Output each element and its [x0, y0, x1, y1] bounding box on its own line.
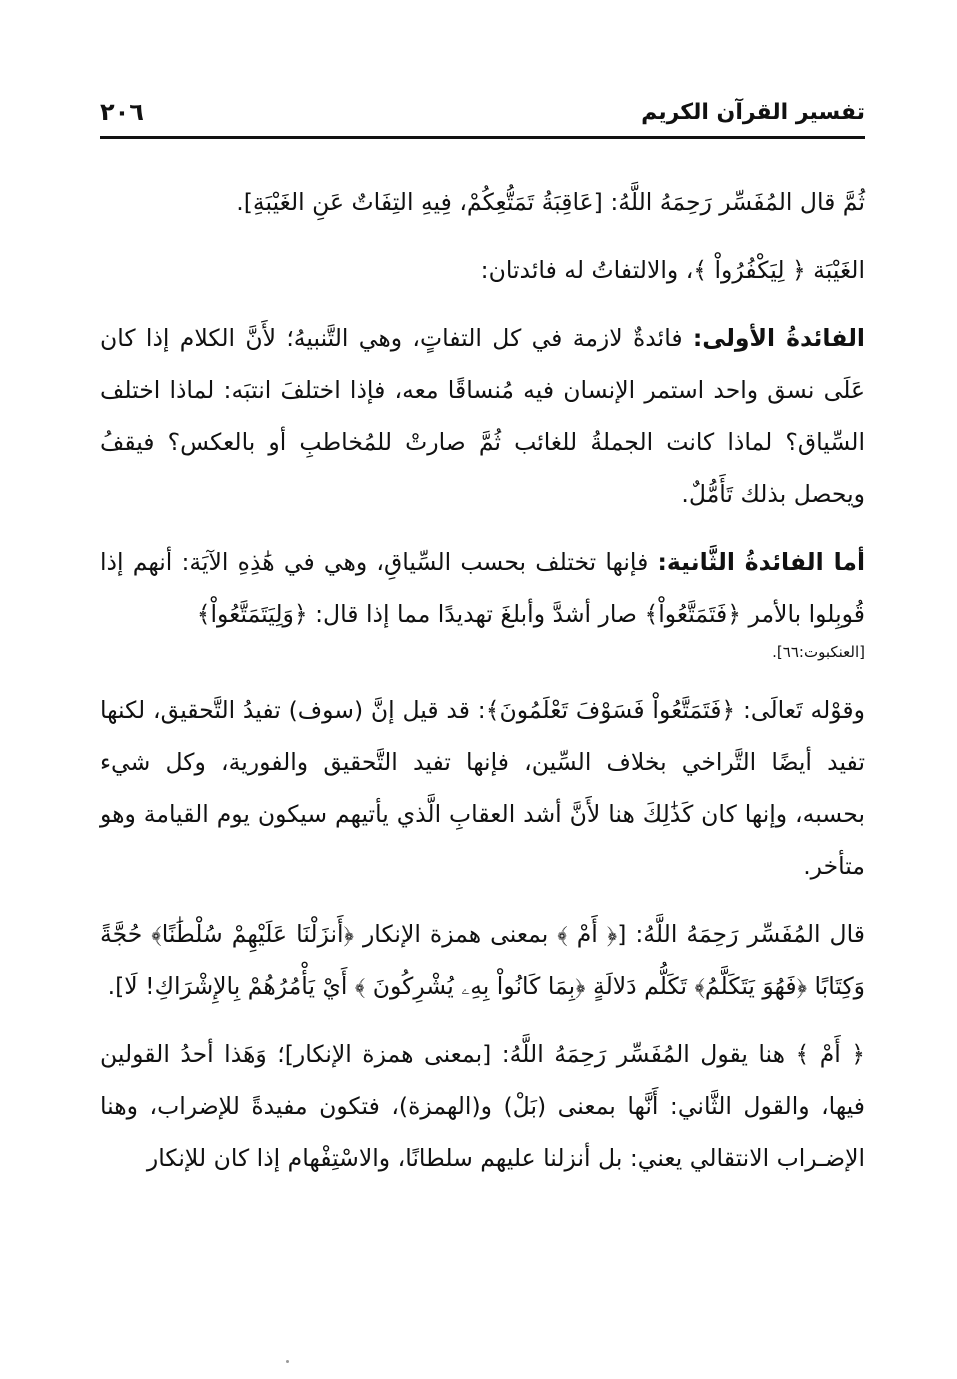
page-header — [100, 96, 865, 139]
paragraph-3-lead: الفائدةُ الأولى: — [692, 324, 865, 352]
page-body — [100, 176, 865, 1200]
paragraph-4-lead: أما الفائدةُ الثَّانية: — [657, 548, 866, 576]
paragraph-5: وقوْله تَعالَى: ﴿فَتَمَتَّعُواْ فَسَوْفَ تَعْلَمُونَ﴾: قد قيل إنَّ (سوف) تفيدُ التَّحقيق، لكنها تفيد أيضًا التَّراخي بخلاف السِّين، فإنها تفيد التَّحقيق والفورية، وكل شيء بحسبه، وإنها كان كَذَٰلِكَ هنا لأَنَّ أشد العقابِ الَّذي يأتيهم سيكون يوم القيامة وهو متأخر. — [100, 696, 865, 880]
paragraph-3 — [100, 312, 865, 520]
paragraph-4-text: فإنها تختلف بحسب السِّياقِ، وهي في هَٰذِهِ الآيَة: أنهم إذا قُوبِلوا بالأمر ﴿فَتَمَتَّعُواْ﴾ صار أشدَّ وأبلغَ تهديدًا مما إذا قال: ﴿وَلِيَتَمَتَّعُواْ﴾ — [100, 548, 865, 628]
paragraph-4 — [100, 536, 865, 640]
book-title: تفسير القرآن الكريم — [641, 100, 865, 125]
paragraph-6: قال المُفَسِّر رَحِمَهُ اللَّهُ: [﴿ أَمْ ﴾ بمعنى همزة الإنكار ﴿أَنزَلْنَا عَلَيْهِمْ سُلْطَٰنًا﴾ حُجَّةً وَكِتَابًا ﴿فَهُوَ يَتَكَلَّمُ﴾ تَكَلُّم دَلالَةٍ ﴿بِمَا كَانُواْ بِهِۦ يُشْرِكُونَ ﴾ أَيْ يَأْمُرُهُمْ بِالإِشْرَاكِ! لَا]. — [100, 920, 865, 1000]
page-speck — [286, 1360, 289, 1363]
page-number: ٢٠٦ — [100, 98, 144, 126]
paragraph-3-text: فائدةٌ لازمة في كل التفاتٍ، وهي التَّنبيهُ؛ لأَنَّ الكلام إذا كان عَلَى نسق واحد استمر الإنسان فيه مُنساقًا معه، فإذا اختلفَ انتبَه: لماذا اختلف السِّياق؟ لماذا كانت الجملةُ للغائب ثُمَّ صارتْ للمُخاطبِ أو بالعكس؟ فيقفُ ويحصل بذلك تَأَمُّلٌ. — [100, 324, 865, 508]
paragraph-1: ثُمَّ قال المُفَسِّر رَحِمَهُ اللَّهُ: [عَاقِبَةُ تَمَتُّعِكُمْ، فِيهِ التِفَاتٌ عَنِ الغَيْبَةِ]. — [236, 188, 865, 216]
verse-reference: [العنكبوت:٦٦]. — [772, 643, 865, 661]
paragraph-7: ﴿ أَمْ ﴾ هنا يقول المُفَسِّر رَحِمَهُ اللَّهُ: [بمعنى همزة الإنكار]؛ وَهَذا أحدُ القولين فيها، والقول الثَّاني: أَنَّها بمعنى (بَلْ) و(الهمزة)، فتكون مفيدةً للإضراب، وهنا الإضـراب الانتقالي يعني: بل أنزلنا عليهم سلطانًا، والاسْتِفْهام إذا كان للإنكار — [100, 1040, 865, 1172]
paragraph-2: الغَيْبَة ﴿ لِيَكْفُرُواْ ﴾، والالتفاتُ له فائدتان: — [480, 256, 865, 284]
